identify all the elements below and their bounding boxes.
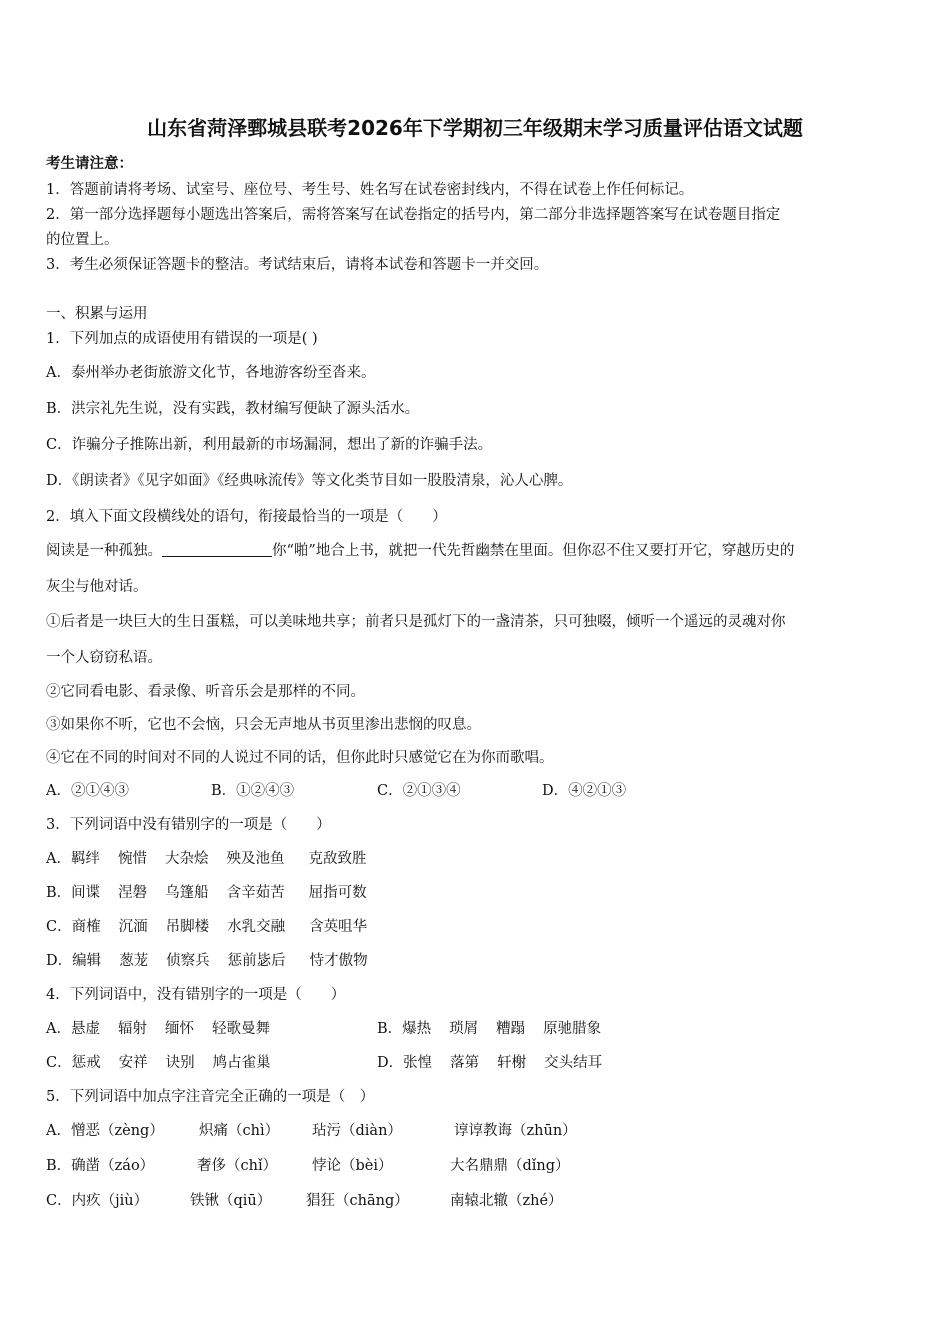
q4-option-b: B．爆热 琐屑 糟蹋 原驰腊象 <box>377 1021 602 1037</box>
q3-option-a: A．羁绊 惋惜 大杂烩 殃及池鱼 克敌致胜 <box>46 851 367 867</box>
q4-option-a: A．悬虚 辐射 缅怀 轻歌曼舞 <box>46 1021 270 1037</box>
answer-blank <box>162 542 272 557</box>
q2-passage-cont: 灰尘与他对话。 <box>46 579 148 595</box>
notice-item: 1．答题前请将考场、试室号、座位号、考生号、姓名写在试卷密封线内，不得在试卷上作任何标记。 <box>46 182 694 198</box>
notice-item: 的位置上。 <box>46 232 119 248</box>
q4-option-c: C．惩戒 安祥 诀别 鸠占雀巢 <box>46 1055 271 1071</box>
q1-option-c: C．诈骗分子推陈出新，利用最新的市场漏洞，想出了新的诈骗手法。 <box>46 437 493 453</box>
q1-option-b: B．洪宗礼先生说，没有实践，教材编写便缺了源头活水。 <box>46 401 420 417</box>
question-1-stem: 1．下列加点的成语使用有错误的一项是( ) <box>46 331 318 347</box>
notice-item: 2．第一部分选择题每小题选出答案后，需将答案写在试卷指定的括号内，第二部分非选择题答案写在试卷题目指定 <box>46 207 781 223</box>
q2-sentence-4: ④它在不同的时间对不同的人说过不同的话，但你此时只感觉它在为你而歌唱。 <box>46 750 554 766</box>
q2-sentence-1: ①后者是一块巨大的生日蛋糕，可以美味地共享；前者只是孤灯下的一盏清茶，只可独啜，倾听一个遥远的灵魂对你 <box>46 614 786 630</box>
q5-option-c-item: 南辕北辙（zhé） <box>450 1193 563 1209</box>
q5-option-c: C．内疚（jiù） <box>46 1193 149 1209</box>
q2-option-c: C．②①③④ <box>377 783 461 799</box>
question-4-stem: 4．下列词语中，没有错别字的一项是（ ） <box>46 987 346 1003</box>
q5-option-b: B．确凿（záo） <box>46 1158 155 1174</box>
q2-sentence-3: ③如果你不听，它也不会恼，只会无声地从书页里渗出悲悯的叹息。 <box>46 717 481 733</box>
q2-option-a: A．②①④③ <box>46 783 129 799</box>
q2-sentence-1-cont: 一个人窃窃私语。 <box>46 650 162 666</box>
question-3-stem: 3．下列词语中没有错别字的一项是（ ） <box>46 817 331 833</box>
question-2-stem: 2．填入下面文段横线处的语句，衔接最恰当的一项是（ ） <box>46 509 447 525</box>
q5-option-c-item: 猖狂（chāng） <box>306 1193 409 1209</box>
q1-option-d: D．《朗读者》《见字如面》《经典咏流传》等文化类节目如一股股清泉，沁人心脾。 <box>46 473 573 489</box>
notice-heading: 考生请注意： <box>46 155 133 172</box>
q5-option-c-item: 铁锹（qiū） <box>190 1193 272 1209</box>
q5-option-b-item: 悖论（bèi） <box>312 1158 393 1174</box>
q4-option-d: D．张惶 落第 轩榭 交头结耳 <box>377 1055 603 1071</box>
q2-sentence-2: ②它同看电影、看录像、听音乐会是那样的不同。 <box>46 684 365 700</box>
q3-option-c: C．商榷 沉湎 吊脚楼 水乳交融 含英咀华 <box>46 919 368 935</box>
question-5-stem: 5．下列词语中加点字注音完全正确的一项是（ ） <box>46 1089 375 1105</box>
q5-option-b-item: 大名鼎鼎（dǐng） <box>450 1158 570 1174</box>
q1-option-a: A．泰州举办老街旅游文化节，各地游客纷至沓来。 <box>46 365 376 381</box>
q5-option-a-item: 谆谆教诲（zhūn） <box>454 1123 577 1139</box>
q5-option-a: A．憎恶（zèng） <box>46 1123 164 1139</box>
q2-option-d: D．④②①③ <box>542 783 627 799</box>
q5-option-b-item: 奢侈（chǐ） <box>197 1158 278 1174</box>
q5-option-a-item: 玷污（diàn） <box>312 1123 402 1139</box>
page-title: 山东省菏泽鄄城县联考2026年下学期初三年级期末学习质量评估语文试题 <box>147 116 803 140</box>
q3-option-d: D．编辑 葱茏 侦察兵 惩前毖后 恃才傲物 <box>46 953 368 969</box>
q2-passage: 阅读是一种孤独。 你“啪”地合上书，就把一代先哲幽禁在里面。但你忍不住又要打开它，穿越历史的 <box>46 543 795 559</box>
section-heading: 一、积累与运用 <box>46 306 148 322</box>
q3-option-b: B．间谍 涅磐 乌篷船 含辛茹苦 屈指可数 <box>46 885 367 901</box>
notice-item: 3．考生必须保证答题卡的整洁。考试结束后，请将本试卷和答题卡一并交回。 <box>46 257 549 273</box>
q2-option-b: B．①②④③ <box>211 783 295 799</box>
q5-option-a-item: 炽痛（chì） <box>199 1123 280 1139</box>
